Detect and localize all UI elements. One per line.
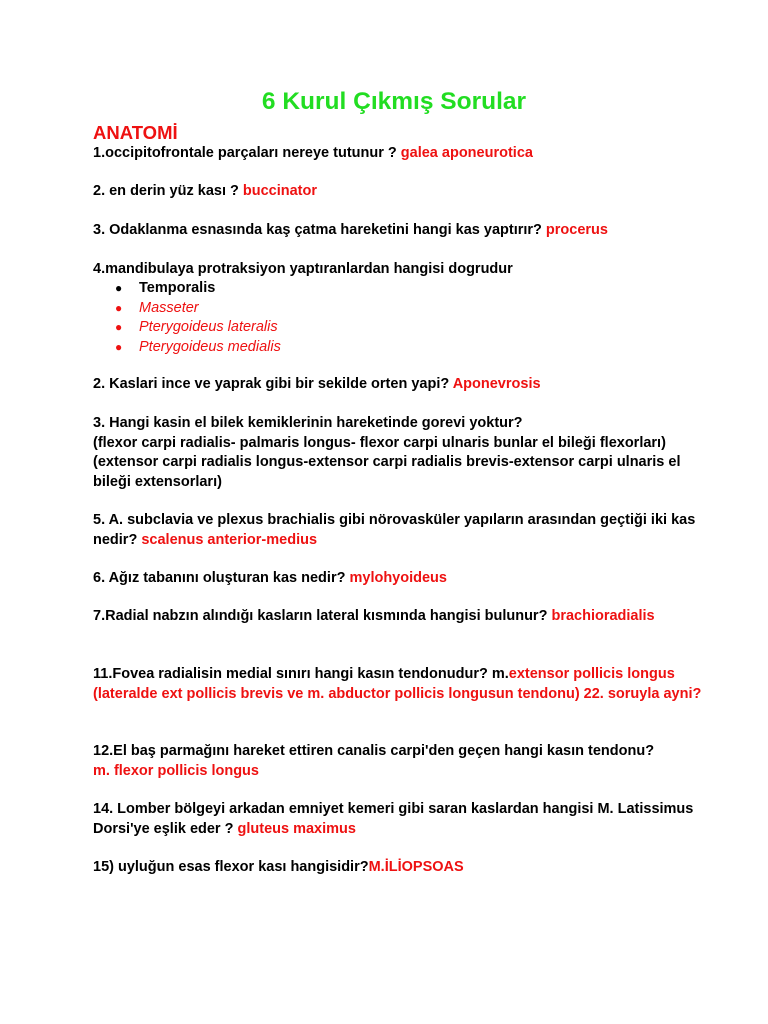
question-4 [93,260,713,280]
option-item [115,299,281,319]
question-text: 5. A. subclavia ve plexus brachialis gibi nörovasküler yapıların arasından geçtiği iki kas nedir? [93,512,696,548]
option-text: Pterygoideus medialis [139,338,281,355]
option-item [115,318,281,338]
bullet-icon: ● [115,281,123,295]
section-heading: ANATOMİ [93,122,178,143]
question-text: 3. Hangi kasin el bilek kemiklerinin hareketinde gorevi yoktur? (flexor carpi radialis- palmaris longus- flexor carpi ulnaris bunlar el bileği flexorları)(extensor carpi radialis longus-extensor carpi radialis brevis-extensor carpi ulnaris el bileği extensorları) [93,415,681,490]
option-text: Masseter [139,299,199,316]
option-item [115,279,281,299]
answer-text: mylohyoideus [349,570,447,586]
question-text: 4.mandibulaya protraksiyon yaptıranlardan hangisi dogrudur [93,261,513,277]
bullet-icon: ● [115,320,123,334]
question-12 [93,800,713,839]
question-text: 15) uyluğun esas flexor kası hangisidir? [93,859,369,875]
answer-text: procerus [545,222,608,238]
answer-text: m. flexor pollicis longus [93,762,259,779]
answer-text: M.İLİOPSOAS [368,859,464,875]
bullet-icon: ● [115,300,123,315]
question-7 [93,511,713,550]
question-text: 6. Ağız tabanını oluşturan kas nedir? [93,570,350,586]
question-3 [93,221,713,241]
option-text: Pterygoideus lateralis [139,319,278,335]
question-2 [93,182,713,202]
answer-text: buccinator [242,183,318,199]
question-8 [93,569,713,589]
question-11 [93,742,713,781]
answer-text: brachioradialis [551,608,655,624]
question-9 [93,607,713,627]
question-13 [93,858,713,878]
question-text: 1.occipitofrontale parçaları nereye tutunur ? [93,145,401,161]
question-text: 11.Fovea radialisin medial sınırı hangi kasın tendonudur? m. [93,666,509,682]
answer-text: scalenus anterior-medius [141,531,318,548]
question-text: 7.Radial nabzın alındığı kasların lateral kısmında hangisi bulunur? [93,608,552,624]
question-text: 12.El baş parmağını hareket ettiren canalis carpi'den geçen hangi kasın tendonu? [93,743,655,759]
answer-text: gluteus maximus [237,820,356,837]
question-text: 2. Kaslari ince ve yaprak gibi bir sekilde orten yapi? [93,376,453,392]
question-text: 14. Lomber bölgeyi arkadan emniyet kemeri gibi saran kaslardan hangisi M. Latissimus Dorsi'ye eşlik eder ? [93,801,694,837]
page-title: 6 Kurul Çıkmış Sorular [261,88,527,115]
question-text: 3. Odaklanma esnasında kaş çatma hareketini hangi kas yaptırır? [93,222,546,238]
option-text: Temporalis [139,280,216,296]
answer-text: extensor pollicis longus (lateralde ext pollicis brevis ve m. abductor pollicis longusun tendonu) 22. soruyla ayni? [93,666,702,702]
question-text: 2. en derin yüz kası ? [93,183,243,199]
question-10 [93,665,713,704]
answer-text: Aponevrosis [452,376,541,392]
bullet-icon: ● [115,339,123,354]
question-5 [93,375,713,395]
question-1 [93,144,713,164]
question-6 [93,414,713,492]
option-list [115,279,281,357]
option-item [115,338,281,358]
answer-text: galea aponeurotica [400,145,533,161]
